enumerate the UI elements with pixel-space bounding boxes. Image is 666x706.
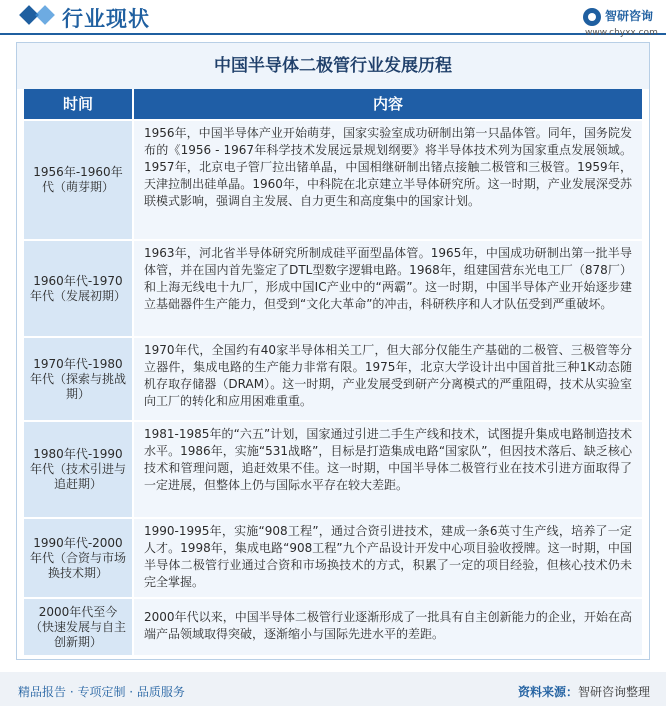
content-cell: 1970年代，全国约有40家半导体相关工厂，但大部分仅能生产基础的二极管、三极管等分立器件，集成电路的生产能力非常有限。1975年，北京大学设计出中国首批三种1K动态随机存取存储器（DRAM）。这一时期，产业发展受到研产分离模式的严重阻碍，技术从实验室向工厂的转化和应用困难重重。 (134, 338, 642, 420)
table-row (24, 599, 642, 655)
column-header-time: 时间 (24, 89, 132, 119)
content-cell: 1981-1985年的“六五”计划，国家通过引进二手生产线和技术，试图提升集成电路制造技术水平。1986年，实施“531战略”，目标是打造集成电路“国家队”，但因技术落后、缺乏核心技术和管理问题，追赶效果不佳。这一时期，中国半导体二极管行业在技术引进方面取得了一定进展，但整体上仍与国际水平存在较大差距。 (134, 422, 642, 517)
source-value: 智研咨询整理 (577, 685, 650, 699)
table-row (24, 519, 642, 597)
brand-name: 智研咨询 (605, 9, 654, 23)
content-cell: 1963年，河北省半导体研究所制成硅平面型晶体管。1965年，中国成功研制出第一批半导体管，并在国内首先鉴定了DTL型数字逻辑电路。1968年，组建国营东光电工厂（878厂）和上海无线电十九厂，形成中国IC产业中的“两霸”。这一时期，中国半导体产业开始逐步建立基础器件生产能力，但受到“文化大革命”的冲击，科研秩序和人才队伍受到严重破坏。 (134, 241, 642, 336)
era-cell: 1960年代-1970年代（发展初期） (24, 241, 132, 336)
footer-source (518, 683, 650, 700)
section-header (0, 0, 666, 36)
era-cell: 1980年代-1990年代（技术引进与追赶期） (24, 422, 132, 517)
table-row (24, 121, 642, 239)
diamond-icon (35, 5, 55, 25)
era-cell: 1970年代-1980年代（探索与挑战期） (24, 338, 132, 420)
footer-slogan: 精品报告 · 专项定制 · 品质服务 (18, 685, 185, 699)
era-cell: 2000年代至今（快速发展与自主创新期） (24, 599, 132, 655)
content-cell: 1956年，中国半导体产业开始萌芽，国家实验室成功研制出第一只晶体管。同年，国务院发布的《1956 - 1967年科学技术发展远景规划纲要》将半导体技术列为国家重点发展领域。1957年，北京电子管厂拉出锗单晶，中国相继研制出锗点接触二极管和三极管。1959年，天津拉制出硅单晶。1960年，中科院在北京建立半导体研究所。这一时期，产业发展深受苏联模式影响，强调自主发展、自力更生和高度集中的国家计划。 (134, 121, 642, 239)
era-cell: 1990年代-2000年代（合资与市场换技术期） (24, 519, 132, 597)
brand-logo-icon (583, 8, 601, 26)
table-title: 中国半导体二极管行业发展历程 (17, 43, 649, 89)
column-header-content: 内容 (134, 89, 642, 119)
content-cell: 2000年代以来，中国半导体二极管行业逐渐形成了一批具有自主创新能力的企业，开始在高端产品领域取得突破，逐渐缩小与国际先进水平的差距。 (134, 599, 642, 655)
header-divider (0, 33, 666, 35)
table-row (24, 422, 642, 517)
source-label: 资料来源： (517, 685, 578, 699)
table-row (24, 241, 642, 336)
section-title: 行业现状 (62, 7, 150, 31)
content-cell: 1990-1995年，实施“908工程”，通过合资引进技术，建成一条6英寸生产线，培养了一定人才。1998年，集成电路“908工程”九个产品设计开发中心项目验收授牌。这一时期，中国半导体二极管行业通过合资和市场换技术的方式，积累了一定的项目经验，但核心技术仍未完全掌握。 (134, 519, 642, 597)
brand-url: www.chyxx.com (585, 28, 658, 38)
table-row (24, 338, 642, 420)
table-header (24, 89, 642, 119)
era-cell: 1956年-1960年代（萌芽期） (24, 121, 132, 239)
